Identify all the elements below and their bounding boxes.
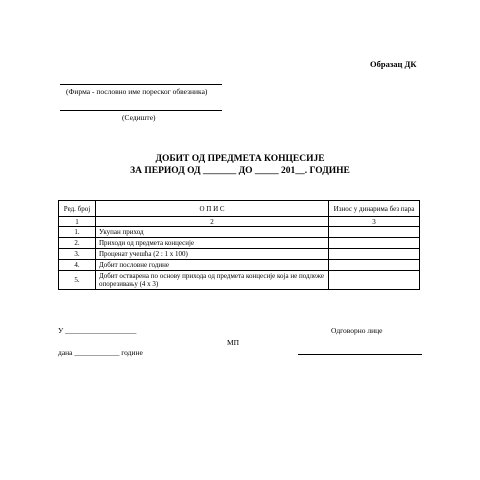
row-number: 3. <box>59 249 96 260</box>
company-caption: (Фирма - пословно име пореског обвезника) <box>66 87 208 96</box>
stamp-label: МП <box>227 338 240 347</box>
column-number: 2 <box>96 217 329 227</box>
row-amount-field[interactable] <box>329 271 420 290</box>
signature-line[interactable] <box>298 354 422 355</box>
seat-caption: (Седиште) <box>122 113 156 122</box>
column-number-row <box>59 217 420 227</box>
column-number: 1 <box>59 217 96 227</box>
header-amount: Износ у динарима без пара <box>329 201 420 217</box>
row-description: Укупан приход <box>96 227 329 238</box>
row-number: 2. <box>59 238 96 249</box>
table-row <box>59 238 420 249</box>
table-header-row <box>59 201 420 217</box>
table-row <box>59 249 420 260</box>
title-line-2: ЗА ПЕРИОД ОД _______ ДО _____ 201__. ГОДИНЕ <box>130 166 350 176</box>
place-field[interactable]: У ___________________ <box>58 326 137 335</box>
table-row <box>59 260 420 271</box>
row-description: Добит остварена по основу прихода од предмета концесије која не подлеже опорезивању (4 х 3) <box>96 271 329 290</box>
row-description: Приходи од предмета концесије <box>96 238 329 249</box>
row-number: 1. <box>59 227 96 238</box>
seat-line[interactable] <box>60 110 222 111</box>
row-amount-field[interactable] <box>329 238 420 249</box>
table-row <box>59 227 420 238</box>
form-code: Образац ДК <box>370 59 417 69</box>
company-name-line[interactable] <box>60 84 222 85</box>
row-amount-field[interactable] <box>329 227 420 238</box>
row-amount-field[interactable] <box>329 249 420 260</box>
concession-profit-table <box>58 200 420 290</box>
date-field[interactable]: дана ____________ године <box>58 348 143 357</box>
title-line-1: ДОБИТ ОД ПРЕДМЕТА КОНЦЕСИЈЕ <box>155 154 325 164</box>
row-amount-field[interactable] <box>329 260 420 271</box>
header-description: О П И С <box>96 201 329 217</box>
row-number: 5. <box>59 271 96 290</box>
row-description: Добит пословне године <box>96 260 329 271</box>
column-number: 3 <box>329 217 420 227</box>
header-row-number: Ред. број <box>59 201 96 217</box>
row-description: Проценат учешћа (2 : 1 х 100) <box>96 249 329 260</box>
responsible-person-label: Одговорно лице <box>331 326 383 335</box>
row-number: 4. <box>59 260 96 271</box>
table-row <box>59 271 420 290</box>
